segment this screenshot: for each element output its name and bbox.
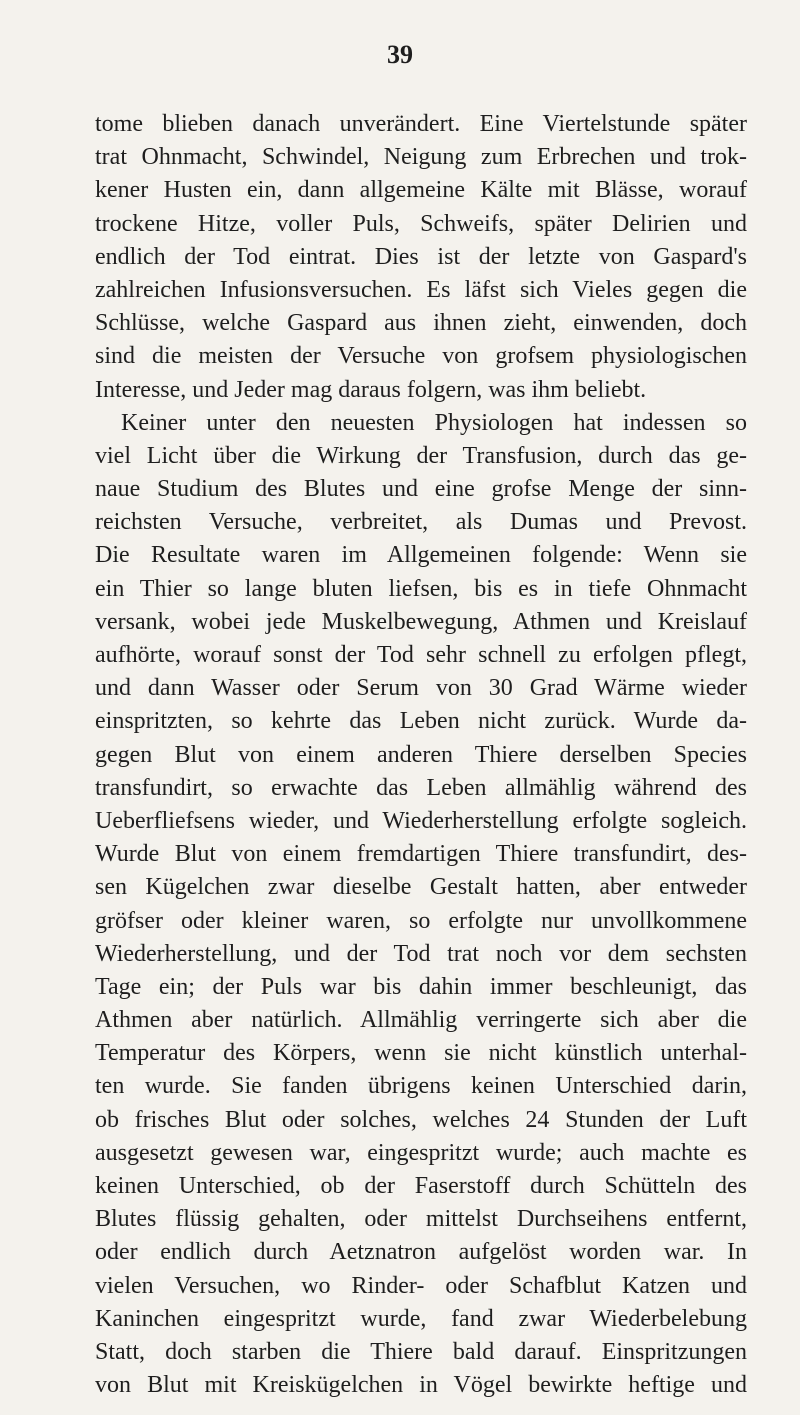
text-line: Ueberfliefsens wieder, und Wiederherstellung erfolgte sogleich. [95,807,747,834]
text-line: Blutes flüssig gehalten, oder mittelst Durchseihens entfernt, [95,1206,747,1233]
page-number: 39 [387,40,413,69]
text-line: aufhörte, worauf sonst der Tod sehr schnell zu erfolgen pflegt, [95,642,747,668]
text-line: Kaninchen eingespritzt wurde, fand zwar Wiederbelebung [95,1305,747,1332]
text-line: tome blieben danach unverändert. Eine Viertelstunde später [95,111,747,137]
text-line: gröfser oder kleiner waren, so erfolgte nur unvollkommene [95,907,747,934]
text-line: ausgesetzt gewesen war, eingespritzt wurde; auch machte es [95,1139,747,1166]
text-line: endlich der Tod eintrat. Dies ist der letzte von Gaspard's [95,243,747,270]
text-line: sind die meisten der Versuche von grofsem physiologischen [95,343,747,370]
text-line: reichsten Versuche, verbreitet, als Dumas und Prevost. [95,509,747,536]
text-line: und dann Wasser oder Serum von 30 Grad Wärme wieder [95,675,747,702]
text-line: Die Resultate waren im Allgemeinen folgende: Wenn sie [95,542,747,569]
text-line: gegen Blut von einem anderen Thiere derselben Species [95,741,747,768]
body-text [95,108,747,1402]
text-line: Schlüsse, welche Gaspard aus ihnen zieht, einwenden, doch [95,310,747,337]
text-line: viel Licht über die Wirkung der Transfusion, durch das ge- [95,442,747,469]
text-line: kener Husten ein, dann allgemeine Kälte mit Blässe, worauf [95,177,747,204]
text-line: Interesse, und Jeder mag daraus folgern, was ihm beliebt. [95,376,647,403]
text-line: trat Ohnmacht, Schwindel, Neigung zum Erbrechen und trok- [95,144,747,171]
text-line: versank, wobei jede Muskelbewegung, Athmen und Kreislauf [95,608,747,635]
text-line: vielen Versuchen, wo Rinder- oder Schafblut Katzen und [95,1272,747,1299]
text-line: trockene Hitze, voller Puls, Schweifs, später Delirien und [95,210,747,237]
text-line: naue Studium des Blutes und eine grofse Menge der sinn- [95,476,747,503]
text-line: ten wurde. Sie fanden übrigens keinen Unterschied darin, [95,1073,747,1100]
text-line: transfundirt, so erwachte das Leben allmählig während des [95,774,747,801]
text-line: Temperatur des Körpers, wenn sie nicht künstlich unterhal- [95,1040,747,1067]
text-line: Athmen aber natürlich. Allmählig verringerte sich aber die [95,1007,747,1034]
text-line: von Blut mit Kreiskügelchen in Vögel bewirkte heftige und [95,1372,747,1399]
text-line: einspritzten, so kehrte das Leben nicht zurück. Wurde da- [95,708,747,735]
text-line: Statt, doch starben die Thiere bald darauf. Einspritzungen [95,1338,747,1365]
text-line: zahlreichen Infusionsversuchen. Es läfst sich Vieles gegen die [95,276,747,303]
text-line: Wiederherstellung, und der Tod trat noch vor dem sechsten [95,940,747,967]
text-line: Wurde Blut von einem fremdartigen Thiere transfundirt, des- [95,841,747,868]
text-line: ein Thier so lange bluten liefsen, bis es in tiefe Ohnmacht [95,575,747,602]
text-line: sen Kügelchen zwar dieselbe Gestalt hatten, aber entweder [95,874,747,901]
text-line: Tage ein; der Puls war bis dahin immer beschleunigt, das [95,973,747,1000]
text-line: keinen Unterschied, ob der Faserstoff durch Schütteln des [95,1173,747,1199]
text-line: ob frisches Blut oder solches, welches 24 Stunden der Luft [95,1106,747,1133]
text-line: oder endlich durch Aetznatron aufgelöst worden war. In [95,1239,747,1266]
text-line: Keiner unter den neuesten Physiologen hat indessen so [121,409,747,436]
